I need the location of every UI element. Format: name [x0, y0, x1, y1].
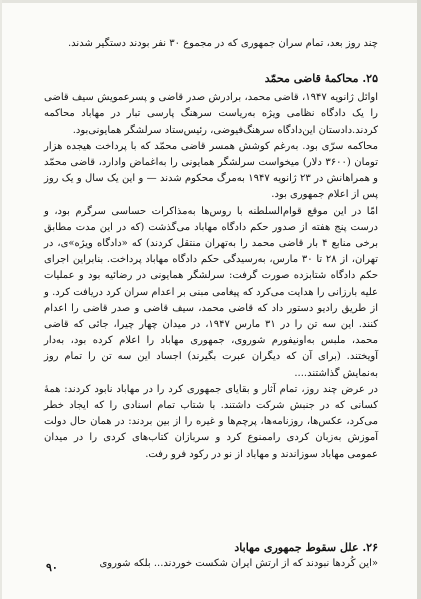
intro-text: چند روز بعد، تمام سران جمهوری که در مجموع ۳۰ نفر بودند دستگیر شدند. [68, 38, 378, 49]
scan-edge-top [0, 0, 421, 3]
page-number: ۹۰ [46, 561, 58, 574]
section-26-quote: «این کُردها نبودند که از ارتش ایران شکست خوردند... بلکه شوروی [99, 558, 378, 569]
scan-edge-right [417, 0, 421, 599]
section-25-paragraph-1: اوائل ژانویه ۱۹۴۷، قاضی محمد، برادرش صدر قاضی و پسرعمویش سیف قاضی را یک دادگاه نظامی ویژه به‌ریاست سرهنگ پارسی تبار در مهاباد محاکمه کردند.دادستان این‌دادگاه سرهنگ‌فیوضی، رئیس‌ستاد سرلشگر همایونی‌بود. [44, 92, 378, 136]
section-26-heading: ۲۶. علل سقوط جمهوری مهاباد [234, 541, 378, 554]
scan-edge-left [0, 0, 2, 599]
section-25-paragraph-2: محاکمه سرّی بود. به‌رغم کوشش همسر قاضی محمّد که با پرداخت هیجده هزار تومان (۳۶۰۰ دلار) میخواست سرلشگر همایونی را به‌اغماض وادارد، قاضی محمّد و همراهانش در ۲۳ ژانویه ۱۹۴۷ به‌مرگ محکوم شدند — و این یک سال و یک روز پس از اعلام جمهوری بود. [44, 140, 379, 201]
section-25-paragraph-3: امّا در این موقع قوام‌السلطنه با روس‌ها به‌مذاکرات حساسی سرگرم بود، و درست پنج هفته از صدور حکم دادگاه مهاباد می‌گذشت (که در این مدت مطابق برخی منابع ۴ بار قاضی محمد را به‌تهران منتقل کردند) که «دادگاه ویژه»ی، در تهران، از ۲۸ تا ۳۰ مارس، به‌رسیدگی حکم دادگاه مهاباد پرداخت. بنابراین اجرای حکم دادگاه شتابزده صورت گرفت: سرلشگر همایونی در رضائیه بود و عملیات علیه بارزانی را هدایت می‌کرد که پیغامی مبنی بر اعدام سران کرد دریافت کرد. و از طریق رادیو دستور داد که قاضی محمد، سیف قاضی و صدر قاضی را اعدام کنند. این سه تن را در ۳۱ مارس ۱۹۴۷، در میدان چهار چیرا، جائی که قاضی محمد، ملبس به‌اونیفورم شوروی، جمهوری مهاباد را اعلام کرده بود، به‌دار آویختند. (برای آن که دیگران عبرت بگیرند) اجساد این سه تن را تمام روز به‌نمایش گذاشتند.... [44, 205, 379, 379]
page-body [44, 36, 378, 463]
section-25-paragraph-4: در عرض چند روز، تمام آثار و بقایای جمهوری کرد را در مهاباد نابود کردند: همهٔ کسانی که در جنبش شرکت داشتند. با شتاب تمام اسنادی را که ایجاد خطر می‌کرد، عکس‌ها، روزنامه‌ها، پرچم‌ها و غیره را از بین بردند: در همان حال دولت آموزش به‌زبان کردی راممنوع کرد و سربازان کتاب‌های کردی را در میدان عمومی مهاباد سوزاندند و مهاباد از نو در رکود فرو رفت. [44, 383, 378, 460]
section-25-heading: ۲۵. محاکمهٔ قاضی محمّد [264, 72, 378, 86]
